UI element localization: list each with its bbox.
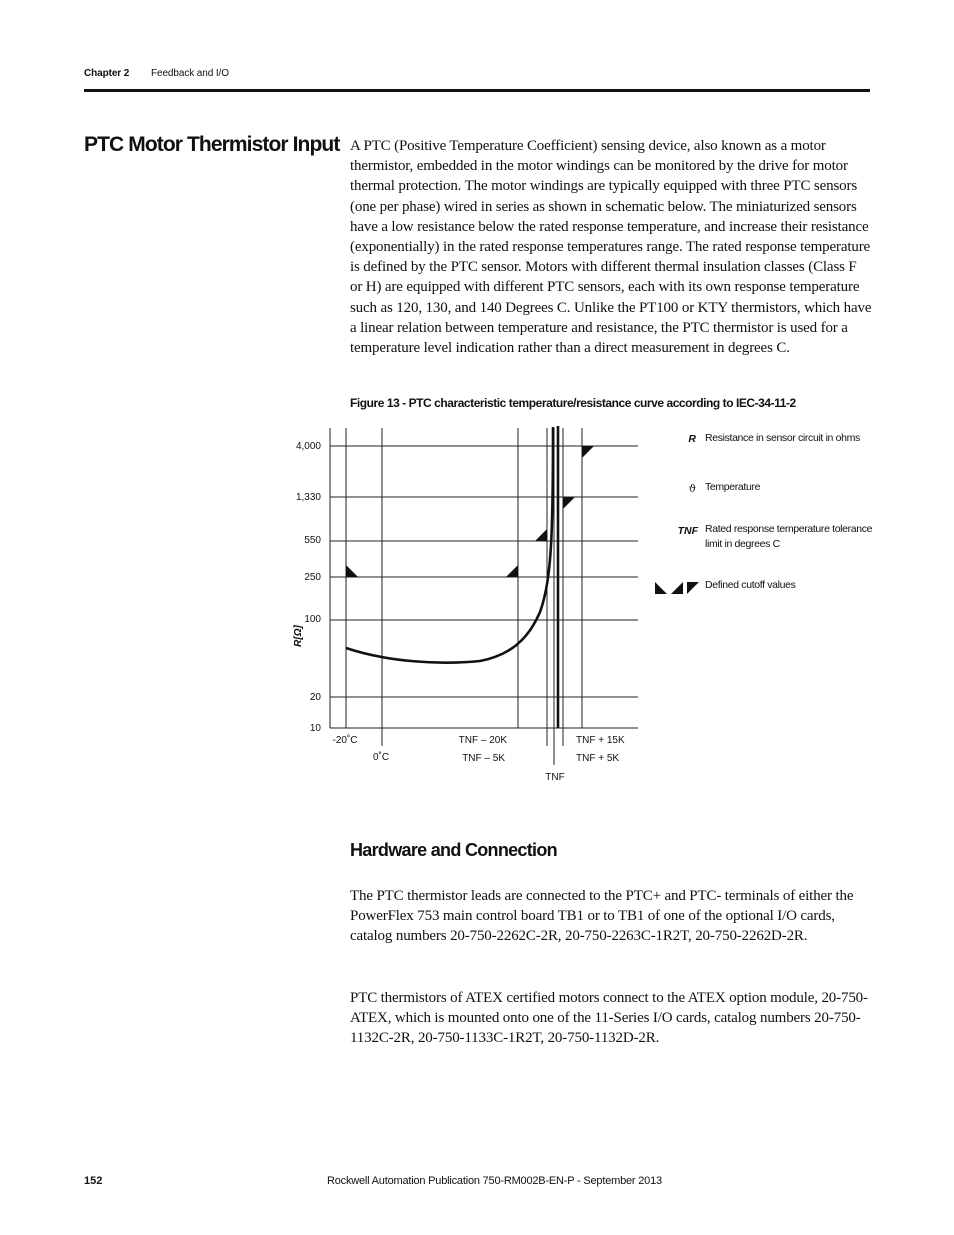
x-tick-labels — [332, 734, 624, 783]
page-number: 152 — [84, 1175, 103, 1187]
x-tick-tnf-minus5k: TNF – 5K — [462, 753, 505, 764]
section-label: Feedback and I/O — [151, 68, 229, 79]
y-tick-1330: 1,330 — [295, 492, 321, 503]
y-tick-labels — [296, 441, 321, 734]
y-tick-20: 20 — [309, 692, 321, 703]
publication-info: Rockwell Automation Publication 750-RM002B-EN-P - September 2013 — [327, 1175, 662, 1187]
legend-cutoff-glyphs — [655, 582, 699, 594]
chart-legend — [655, 432, 875, 594]
cutoff-marker-minus20c — [346, 565, 358, 577]
paragraph-hardware: The PTC thermistor leads are connected to the PTC+ and PTC- terminals of either the PowerFlex 753 main control board TB1 or to TB1 of one of the optional I/O cards, catalog numbers 20-750-2262C-2R, 20-750-2263C-1R2T, 20-750-2262D-2R. — [350, 888, 854, 945]
x-tick-tnf-minus20k: TNF – 20K — [458, 735, 507, 746]
y-tick-250: 250 — [304, 572, 321, 583]
legend-cutoff-glyph-2 — [671, 582, 683, 594]
y-tick-4000: 4,000 — [295, 441, 321, 452]
legend-text-cutoff: Defined cutoff values — [705, 579, 796, 591]
y-tick-10: 10 — [309, 723, 321, 734]
x-tick-minus20c: -20˚C — [332, 735, 358, 746]
legend-cutoff-glyph-3 — [687, 582, 699, 594]
legend-text-tnf-line1: Rated response temperature tolerance — [705, 523, 873, 535]
legend-symbol-tnf: TNF — [677, 525, 698, 537]
legend-text-tnf — [705, 523, 875, 550]
chapter-label: Chapter 2 — [84, 68, 130, 79]
legend-text-tnf-line2: limit in degrees C — [705, 538, 780, 550]
subsection-title: Hardware and Connection — [350, 840, 557, 860]
ptc-resistance-curve — [346, 427, 553, 663]
cutoff-marker-tnf-plus15k — [582, 446, 594, 458]
cutoff-marker-tnf-minus5k — [535, 529, 547, 541]
x-tick-tnf-plus15k: TNF + 15K — [576, 735, 625, 746]
chart-grid — [330, 428, 638, 765]
legend-cutoff-glyph-1 — [655, 582, 667, 594]
cutoff-marker-tnf-minus20k — [506, 565, 518, 577]
y-tick-550: 550 — [304, 535, 321, 546]
cutoff-marker-tnf-plus5k — [563, 497, 575, 509]
paragraph-atex: PTC thermistors of ATEX certified motors connect to the ATEX option module, 20-750-ATEX, which is mounted onto one of the 11-Series I/O cards, catalog numbers 20-750-1132C-2R, 20-750-1133C-1R2T, 20-750-1132D-2R. — [350, 990, 868, 1047]
y-axis-label: R[Ω] — [293, 625, 304, 647]
y-tick-100: 100 — [304, 614, 321, 625]
x-tick-tnf: TNF — [545, 772, 565, 783]
legend-text-r: Resistance in sensor circuit in ohms — [705, 432, 860, 444]
legend-symbol-r: R — [688, 433, 696, 445]
figure-caption: Figure 13 - PTC characteristic temperature/resistance curve according to IEC-34-11-2 — [350, 396, 796, 410]
x-tick-tnf-plus5k: TNF + 5K — [576, 753, 620, 764]
legend-symbol-theta: ϑ — [688, 483, 696, 495]
intro-paragraph: A PTC (Positive Temperature Coefficient) sensing device, also known as a motor thermistor, embedded in the motor windings can be monitored by the drive for motor thermal protection. The motor windings are typically equipped with three PTC sensors (one per phase) wired in series as shown in schematic below. The miniaturized sensors have a low resistance below the rated response temperature, and increase their resistance (exponentially) in the rated response temperatures range. The rated response temperature is defined by the PTC sensor. Motors with different thermal insulation classes (Class F or H) are equipped with different PTC sensors, each with its own response temperature such as 120, 130, and 140 Degrees C. Unlike the PT100 or KTY thermistors, which have a linear relation between temperature and resistance, the PTC thermistor is used for a temperature level indication rather than a direct measurement in degrees C. — [350, 138, 872, 357]
section-title: PTC Motor Thermistor Input — [84, 133, 340, 156]
legend-text-theta: Temperature — [705, 481, 761, 493]
x-tick-0c: 0˚C — [372, 752, 390, 763]
